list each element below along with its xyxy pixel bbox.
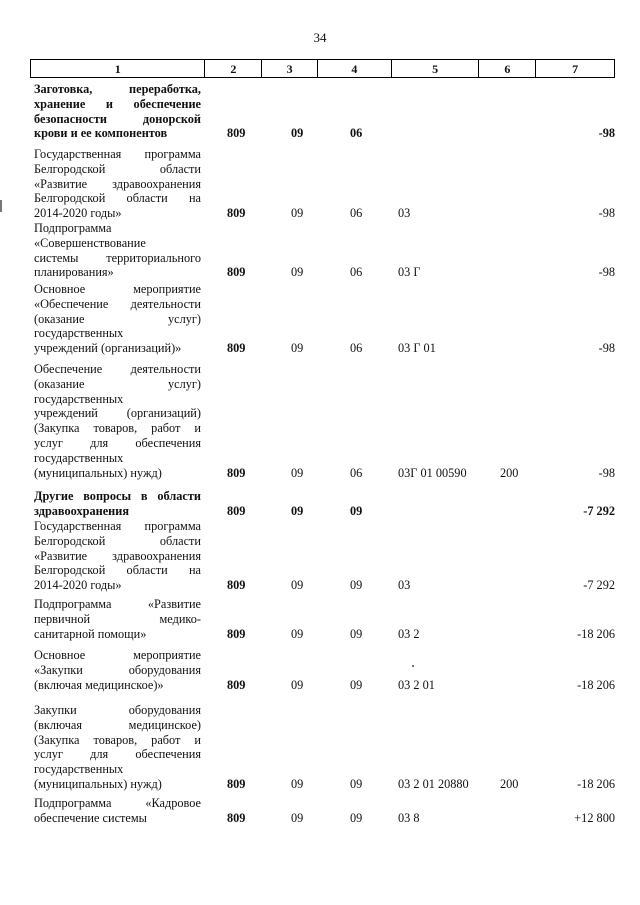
row-description — [34, 703, 201, 792]
cell-col-3: 09 — [291, 341, 304, 356]
table-row — [30, 597, 615, 641]
cell-col-4: 06 — [350, 265, 363, 280]
description-line: Белгородской области на — [34, 191, 201, 206]
cell-col-7: -98 — [598, 465, 615, 480]
description-line: «Развитие здравоохранения — [34, 548, 201, 563]
cell-col-7: -98 — [598, 126, 615, 141]
cell-col-2: 809 — [227, 810, 246, 825]
description-line: санитарной помощи» — [34, 626, 147, 641]
description-line: обеспечение системы — [34, 810, 147, 825]
description-line: (Закупка товаров, работ и — [34, 421, 201, 436]
description-line: Закупки оборудования — [34, 703, 201, 717]
scan-dot — [412, 665, 414, 667]
cell-col-3: 09 — [291, 265, 304, 280]
row-description — [34, 221, 201, 280]
description-line: «Обеспечение деятельности — [34, 296, 201, 311]
cell-col-4: 06 — [350, 126, 363, 141]
cell-col-3: 09 — [291, 503, 304, 518]
row-description — [34, 489, 201, 519]
description-line: услуг для обеспечения — [34, 747, 201, 762]
description-line: (муниципальных) нужд) — [34, 776, 162, 791]
description-line: Основное мероприятие — [34, 282, 201, 296]
description-line: Белгородской области — [34, 161, 201, 176]
cell-col-7: -7 292 — [583, 503, 615, 518]
cell-col-5: 03 2 01 — [398, 677, 435, 692]
cell-col-7: +12 800 — [574, 810, 615, 825]
description-line: учреждений (организаций) — [34, 406, 201, 421]
cell-col-2: 809 — [227, 626, 246, 641]
description-line: государственных — [34, 326, 124, 341]
row-description — [34, 82, 201, 141]
cell-col-3: 09 — [291, 206, 304, 221]
header-col-1: 1 — [31, 60, 205, 77]
table-row — [30, 489, 615, 519]
cell-col-2: 809 — [227, 777, 246, 791]
description-line: Подпрограмма — [34, 221, 112, 235]
cell-col-4: 06 — [350, 206, 363, 221]
cell-col-4: 09 — [350, 810, 363, 825]
description-line: безопасности донорской — [34, 111, 201, 126]
description-line: хранение и обеспечение — [34, 96, 201, 111]
cell-col-6: 200 — [500, 777, 519, 791]
table-row — [30, 362, 615, 480]
description-line: государственных — [34, 762, 124, 777]
description-line: (Закупка товаров, работ и — [34, 732, 201, 747]
description-line: государственных — [34, 450, 124, 465]
description-line: услуг для обеспечения — [34, 435, 201, 450]
cell-col-7: -98 — [598, 206, 615, 221]
row-description — [34, 147, 201, 221]
table-row — [30, 519, 615, 593]
cell-col-7: -18 206 — [577, 777, 615, 791]
header-col-7: 7 — [572, 62, 579, 76]
cell-col-5: 03 Г — [398, 265, 421, 280]
cell-col-2: 809 — [227, 206, 246, 221]
cell-col-4: 09 — [350, 578, 363, 593]
description-line: первичной медико- — [34, 611, 201, 626]
cell-col-4: 09 — [350, 677, 363, 692]
row-description — [34, 282, 201, 356]
description-line: крови и ее компонентов — [34, 126, 168, 141]
description-line: учреждений (организаций)» — [34, 341, 182, 356]
description-line: Белгородской области — [34, 533, 201, 548]
header-col-3: 3 — [262, 60, 318, 77]
cell-col-2: 809 — [227, 126, 246, 141]
description-line: 2014-2020 годы» — [34, 578, 122, 593]
cell-col-4: 09 — [350, 626, 363, 641]
description-line: (включая медицинское)» — [34, 677, 164, 692]
cell-col-4: 06 — [350, 341, 363, 356]
cell-col-7: -18 206 — [577, 677, 615, 692]
cell-col-3: 09 — [291, 777, 304, 791]
table-row — [30, 147, 615, 221]
cell-col-2: 809 — [227, 503, 246, 518]
cell-col-3: 09 — [291, 626, 304, 641]
cell-col-3: 09 — [291, 465, 304, 480]
description-line: государственных — [34, 391, 124, 406]
cell-col-4: 09 — [350, 777, 363, 791]
table-row — [30, 703, 615, 792]
cell-col-7: -98 — [598, 341, 615, 356]
table-row — [30, 796, 615, 826]
description-line: Основное мероприятие — [34, 648, 201, 662]
cell-col-7: -18 206 — [577, 626, 615, 641]
cell-col-5: 03 Г 01 — [398, 341, 436, 356]
description-line: Обеспечение деятельности — [34, 362, 201, 376]
table-header — [30, 59, 615, 78]
cell-col-2: 809 — [227, 578, 246, 593]
description-line: (муниципальных) нужд) — [34, 465, 162, 480]
cell-col-5: 03Г 01 00590 — [398, 465, 467, 480]
cell-col-4: 06 — [350, 465, 363, 480]
cell-col-2: 809 — [227, 265, 246, 280]
row-description — [34, 519, 201, 593]
description-line: (включая медицинское) — [34, 717, 201, 732]
cell-col-5: 03 — [398, 206, 411, 221]
scan-mark — [0, 200, 2, 212]
cell-col-5: 03 2 — [398, 626, 420, 641]
table-row — [30, 282, 615, 356]
header-col-2: 2 — [205, 60, 262, 77]
table-row — [30, 82, 615, 141]
description-line: Заготовка, переработка, — [34, 82, 201, 96]
cell-col-7: -7 292 — [583, 578, 615, 593]
description-line: «Совершенствование — [34, 235, 146, 250]
cell-col-5: 03 — [398, 578, 411, 593]
header-col-4: 4 — [318, 60, 392, 77]
cell-col-2: 809 — [227, 465, 246, 480]
description-line: (оказание услуг) — [34, 311, 201, 326]
cell-col-5: 03 8 — [398, 810, 420, 825]
description-line: (оказание услуг) — [34, 376, 201, 391]
page-number: 34 — [313, 30, 327, 45]
cell-col-3: 09 — [291, 578, 304, 593]
row-description — [34, 362, 201, 480]
description-line: системы территориального — [34, 250, 201, 265]
cell-col-7: -98 — [598, 265, 615, 280]
row-description — [34, 648, 201, 692]
description-line: Другие вопросы в области — [34, 489, 201, 503]
cell-col-3: 09 — [291, 810, 304, 825]
description-line: здравоохранения — [34, 503, 129, 518]
description-line: 2014-2020 годы» — [34, 206, 122, 221]
description-line: Белгородской области на — [34, 563, 201, 578]
cell-col-3: 09 — [291, 126, 304, 141]
cell-col-4: 09 — [350, 503, 363, 518]
table-row — [30, 648, 615, 692]
cell-col-3: 09 — [291, 677, 304, 692]
cell-col-5: 03 2 01 20880 — [398, 777, 469, 791]
description-line: Подпрограмма «Кадровое — [34, 796, 201, 810]
cell-col-2: 809 — [227, 341, 246, 356]
description-line: «Закупки оборудования — [34, 662, 201, 677]
row-description — [34, 796, 201, 826]
table-row — [30, 221, 615, 280]
description-line: Государственная программа — [34, 519, 201, 533]
cell-col-6: 200 — [500, 465, 519, 480]
row-description — [34, 597, 201, 641]
description-line: Государственная программа — [34, 147, 201, 161]
header-col-6: 6 — [479, 60, 536, 77]
cell-col-2: 809 — [227, 677, 246, 692]
description-line: планирования» — [34, 265, 114, 280]
description-line: «Развитие здравоохранения — [34, 176, 201, 191]
description-line: Подпрограмма «Развитие — [34, 597, 201, 611]
header-col-5: 5 — [392, 60, 480, 77]
